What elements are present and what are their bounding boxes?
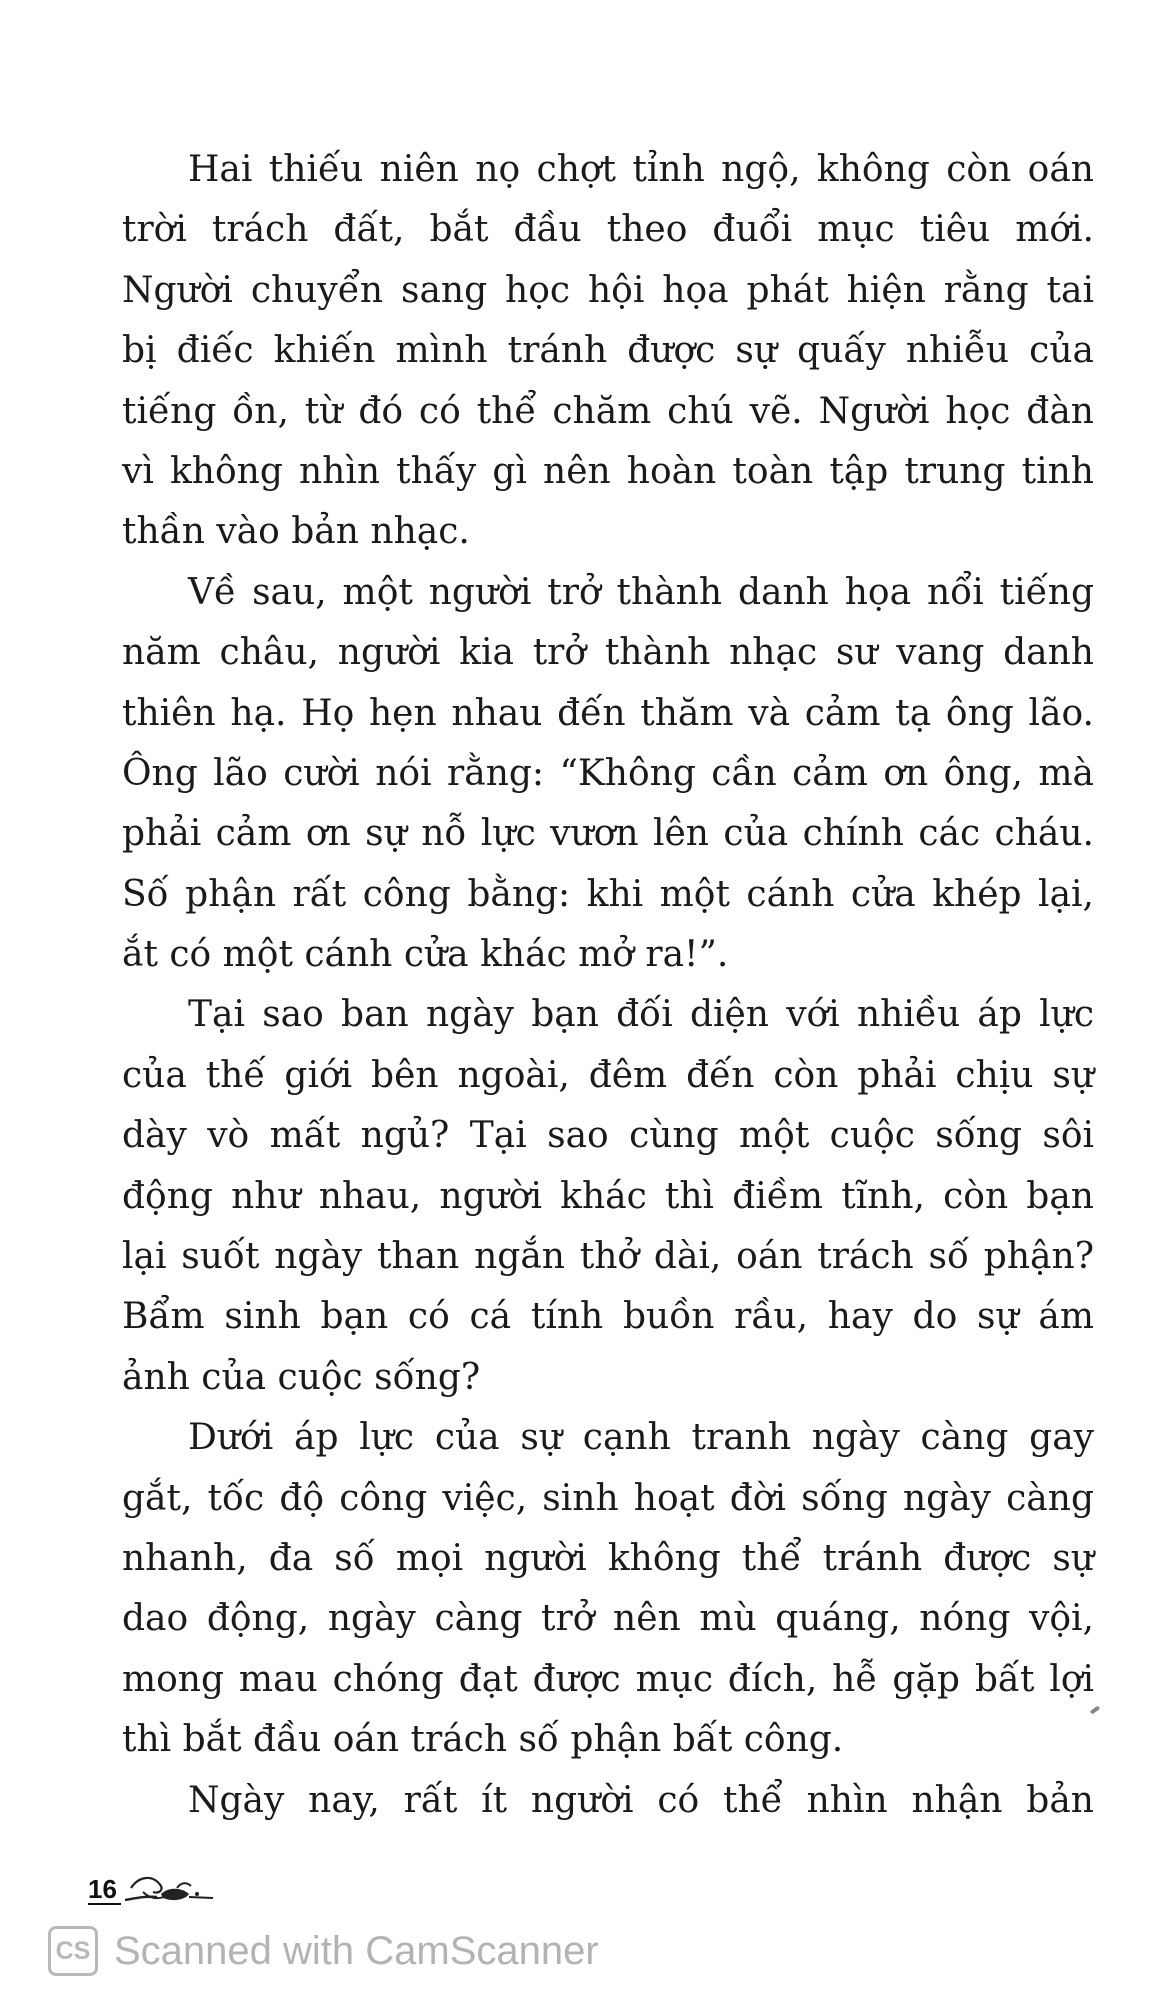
- text-line-25: dao động, ngày càng trở nên mù quáng, nóng vội,: [122, 1598, 1094, 1640]
- text-line-15: Tại sao ban ngày bạn đối diện với nhiều áp lực: [188, 994, 1094, 1036]
- text-line-24: nhanh, đa số mọi người không thể tránh được sự: [122, 1537, 1094, 1579]
- text-line-7: thần vào bản nhạc.: [122, 511, 470, 553]
- text-line-21: ảnh của cuộc sống?: [122, 1356, 481, 1398]
- text-line-4: bị điếc khiến mình tránh được sự quấy nhiễu của: [122, 330, 1094, 372]
- text-line-11: Ông lão cười nói rằng: “Không cần cảm ơn ông, mà: [122, 752, 1094, 794]
- footer-ornament-icon: [123, 1870, 219, 1910]
- text-line-3: Người chuyển sang học hội họa phát hiện rằng tai: [122, 269, 1094, 311]
- text-line-6: vì không nhìn thấy gì nên hoàn toàn tập trung tinh: [122, 450, 1094, 492]
- text-line-27: thì bắt đầu oán trách số phận bất công.: [122, 1719, 844, 1761]
- text-line-23: gắt, tốc độ công việc, sinh hoạt đời sống ngày càng: [122, 1477, 1094, 1519]
- text-line-14: ắt có một cánh cửa khác mở ra!”.: [122, 934, 729, 976]
- text-line-12: phải cảm ơn sự nỗ lực vươn lên của chính các cháu.: [122, 813, 1094, 855]
- camscanner-logo-icon: CS: [48, 1926, 98, 1976]
- watermark-text: Scanned with CamScanner: [114, 1928, 599, 1973]
- text-line-20: Bẩm sinh bạn có cá tính buồn rầu, hay do sự ám: [122, 1296, 1094, 1338]
- page-number: 16: [88, 1875, 121, 1905]
- text-line-8: Về sau, một người trở thành danh họa nổi tiếng: [188, 571, 1094, 613]
- text-line-16: của thế giới bên ngoài, đêm đến còn phải chịu sự: [122, 1054, 1094, 1096]
- text-line-19: lại suốt ngày than ngắn thở dài, oán trách số phận?: [122, 1236, 1094, 1278]
- page-footer: [88, 1870, 219, 1910]
- text-line-13: Số phận rất công bằng: khi một cánh cửa khép lại,: [122, 873, 1094, 915]
- text-line-10: thiên hạ. Họ hẹn nhau đến thăm và cảm tạ ông lão.: [122, 692, 1094, 734]
- text-line-18: động như nhau, người khác thì điềm tĩnh, còn bạn: [122, 1175, 1094, 1217]
- camscanner-watermark: [48, 1925, 599, 1977]
- text-line-2: trời trách đất, bắt đầu theo đuổi mục tiêu mới.: [122, 209, 1094, 251]
- text-line-22: Dưới áp lực của sự cạnh tranh ngày càng gay: [188, 1417, 1094, 1459]
- text-line-9: năm châu, người kia trở thành nhạc sư vang danh: [122, 632, 1094, 674]
- text-line-26: mong mau chóng đạt được mục đích, hễ gặp bất lợi: [122, 1658, 1094, 1700]
- text-line-28: Ngày nay, rất ít người có thể nhìn nhận bản: [188, 1779, 1094, 1821]
- text-line-5: tiếng ồn, từ đó có thể chăm chú vẽ. Người học đàn: [122, 390, 1094, 432]
- body-text: [122, 140, 1094, 1831]
- text-line-1: Hai thiếu niên nọ chợt tỉnh ngộ, không còn oán: [188, 149, 1094, 190]
- text-line-17: dày vò mất ngủ? Tại sao cùng một cuộc sống sôi: [122, 1115, 1094, 1157]
